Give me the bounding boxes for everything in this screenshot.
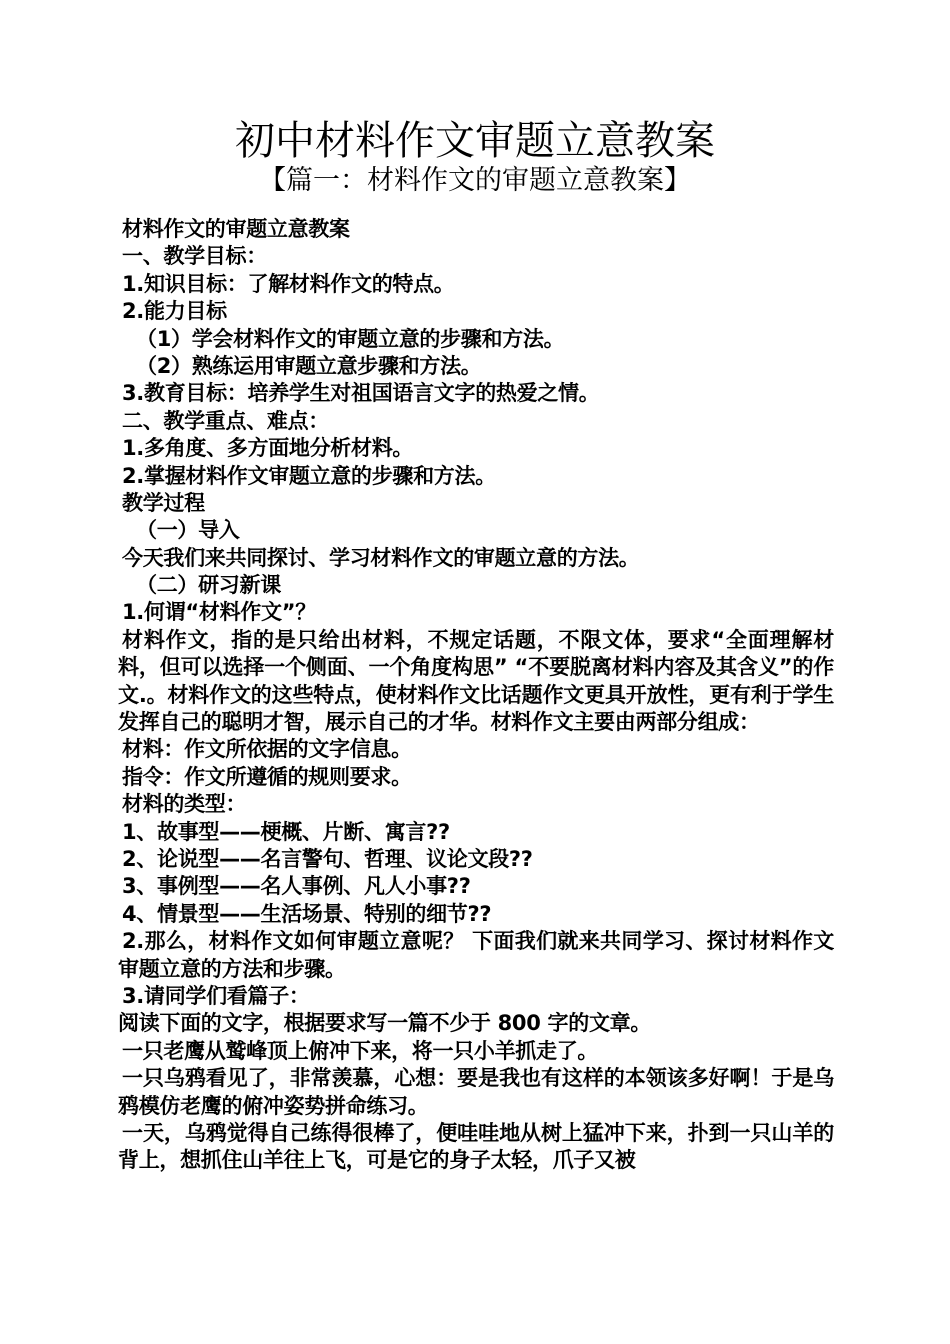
body-line: 4、情景型——生活场景、特别的细节?? [122, 901, 492, 926]
body-line: 1、故事型——梗概、片断、寓言?? [122, 819, 450, 844]
body-line: 教学过程 [122, 490, 205, 515]
body-line: 阅读下面的文字，根据要求写一篇不少于 800 字的文章。 [118, 1011, 652, 1036]
body-paragraph: 材料作文，指的是只给出材料，不规定话题，不限文体，要求“全面理解材料，但可以选择一个侧面、一个角度构思” “不要脱离材料内容及其含义”的作文.。材料作文的这些特点，使材料作文比话题作文更具开放性，更有利于学生发挥自己的聪明才智，展示自己的才华。材料作文主要由两部分组成： [118, 627, 834, 735]
body-line: （2）熟练运用审题立意步骤和方法。 [136, 353, 482, 378]
body-line: 一只老鹰从鹫峰顶上俯冲下来，将一只小羊抓走了。 [122, 1038, 599, 1063]
body-line: 1.知识目标：了解材料作文的特点。 [122, 271, 455, 296]
document-body [118, 216, 834, 1175]
body-line: 3、事例型——名人事例、凡人小事?? [122, 874, 471, 899]
body-paragraph: 一天，乌鸦觉得自己练得很棒了，便哇哇地从树上猛冲下来，扑到一只山羊的背上，想抓住山羊往上飞，可是它的身子太轻，爪子又被 [118, 1121, 834, 1173]
body-line: 二、教学重点、难点： [122, 408, 329, 433]
body-line: 2.掌握材料作文审题立意的步骤和方法。 [122, 463, 496, 488]
body-paragraph: 一只乌鸦看见了，非常羡慕，心想：要是我也有这样的本领该多好啊！于是乌鸦模仿老鹰的俯冲姿势拼命练习。 [118, 1066, 834, 1118]
body-line: 材料的类型： [122, 792, 247, 817]
body-line: 1.多角度、多方面地分析材料。 [122, 436, 414, 461]
body-line: 3.教育目标：培养学生对祖国语言文字的热爱之情。 [122, 381, 600, 406]
page-title: 初中材料作文审题立意教案 [235, 118, 715, 164]
body-line: 1.何谓“材料作文”？ [122, 600, 316, 625]
body-line: （一）导入 [136, 518, 240, 543]
body-line: 2、论说型——名言警句、哲理、议论文段?? [122, 847, 533, 872]
body-line: 3.请同学们看篇子： [122, 984, 310, 1009]
body-line: （1）学会材料作文的审题立意的步骤和方法。 [136, 326, 565, 351]
body-line: （二）研习新课 [136, 573, 281, 598]
page-subtitle: 【篇一：材料作文的审题立意教案】 [259, 165, 691, 196]
body-line: 今天我们来共同探讨、学习材料作文的审题立意的方法。 [122, 545, 640, 570]
body-line: 材料：作文所依据的文字信息。 [122, 737, 412, 762]
body-line: 材料作文的审题立意教案 [122, 217, 350, 241]
body-line: 指令：作文所遵循的规则要求。 [122, 764, 412, 789]
body-line: 一、教学目标： [122, 244, 267, 269]
body-line: 2.能力目标 [122, 299, 227, 324]
body-paragraph: 2.那么，材料作文如何审题立意呢？ 下面我们就来共同学习、探讨材料作文审题立意的方法和步骤。 [118, 929, 834, 981]
